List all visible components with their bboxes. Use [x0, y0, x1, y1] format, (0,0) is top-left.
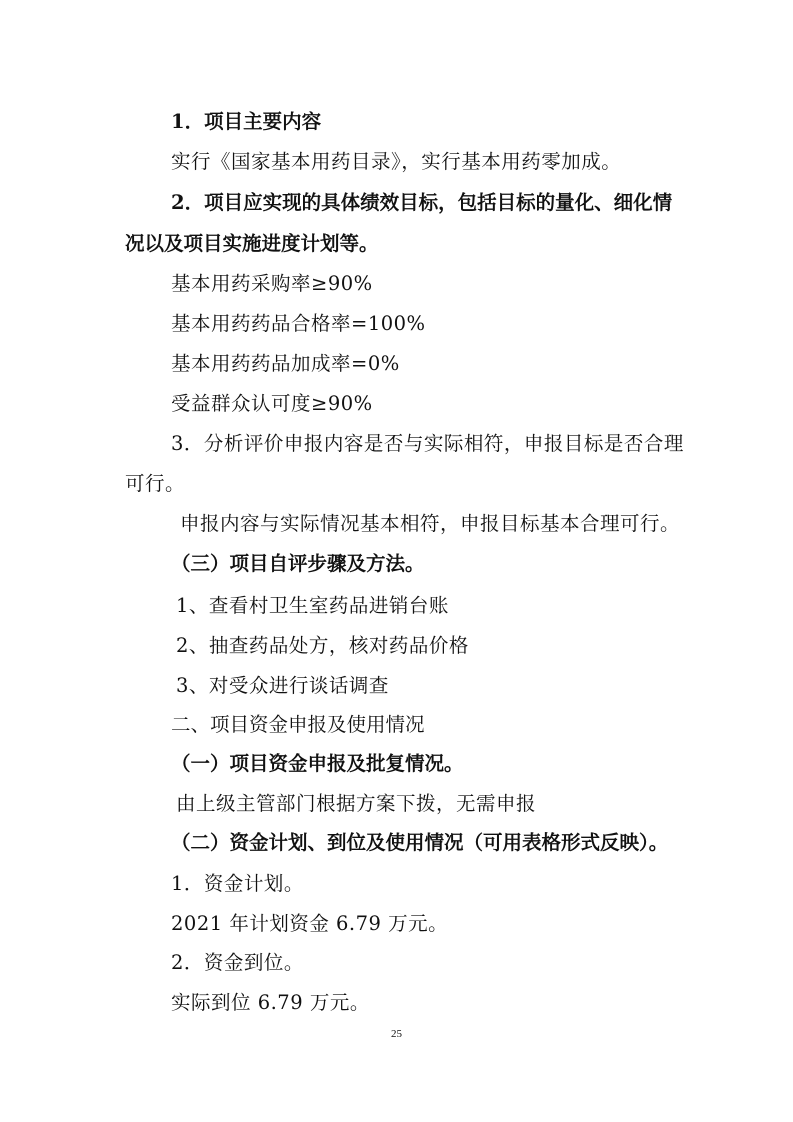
text-line: 受益群众认可度≥90%	[171, 392, 373, 415]
heading-line: （一）项目资金申报及批复情况。	[171, 752, 464, 775]
page-number: 25	[391, 1028, 402, 1040]
heading-line: 2．项目应实现的具体绩效目标，包括目标的量化、细化情	[171, 191, 673, 214]
heading-line: （二）资金计划、到位及使用情况（可用表格形式反映）。	[171, 831, 669, 854]
text-line: 基本用药药品合格率=100%	[171, 312, 426, 335]
text-line: 2．资金到位。	[171, 951, 304, 974]
text-line: 实行《国家基本用药目录》，实行基本用药零加成。	[171, 150, 622, 173]
text-line: 申报内容与实际情况基本相符，申报目标基本合理可行。	[180, 512, 681, 535]
text-line: 实际到位 6.79 万元。	[171, 991, 370, 1014]
text-line: 基本用药采购率≥90%	[171, 272, 373, 295]
text-line: 3、对受众进行谈话调查	[176, 674, 389, 697]
heading-line: （三）项目自评步骤及方法。	[171, 552, 425, 575]
text-line: 1．资金计划。	[171, 872, 304, 895]
heading-line: 1．项目主要内容	[171, 110, 322, 133]
text-line: 1、查看村卫生室药品进销台账	[176, 594, 449, 617]
text-line: 基本用药药品加成率=0%	[171, 352, 400, 375]
text-line: 2、抽查药品处方，核对药品价格	[176, 634, 469, 657]
text-line: 3．分析评价申报内容是否与实际相符，申报目标是否合理	[171, 432, 684, 455]
text-line: 由上级主管部门根据方案下拨，无需申报	[176, 792, 537, 815]
text-line: 2021 年计划资金 6.79 万元。	[171, 912, 449, 935]
text-line: 可行。	[125, 472, 186, 495]
section-heading: 二、项目资金申报及使用情况	[171, 713, 425, 736]
heading-line: 况以及项目实施进度计划等。	[125, 232, 379, 255]
